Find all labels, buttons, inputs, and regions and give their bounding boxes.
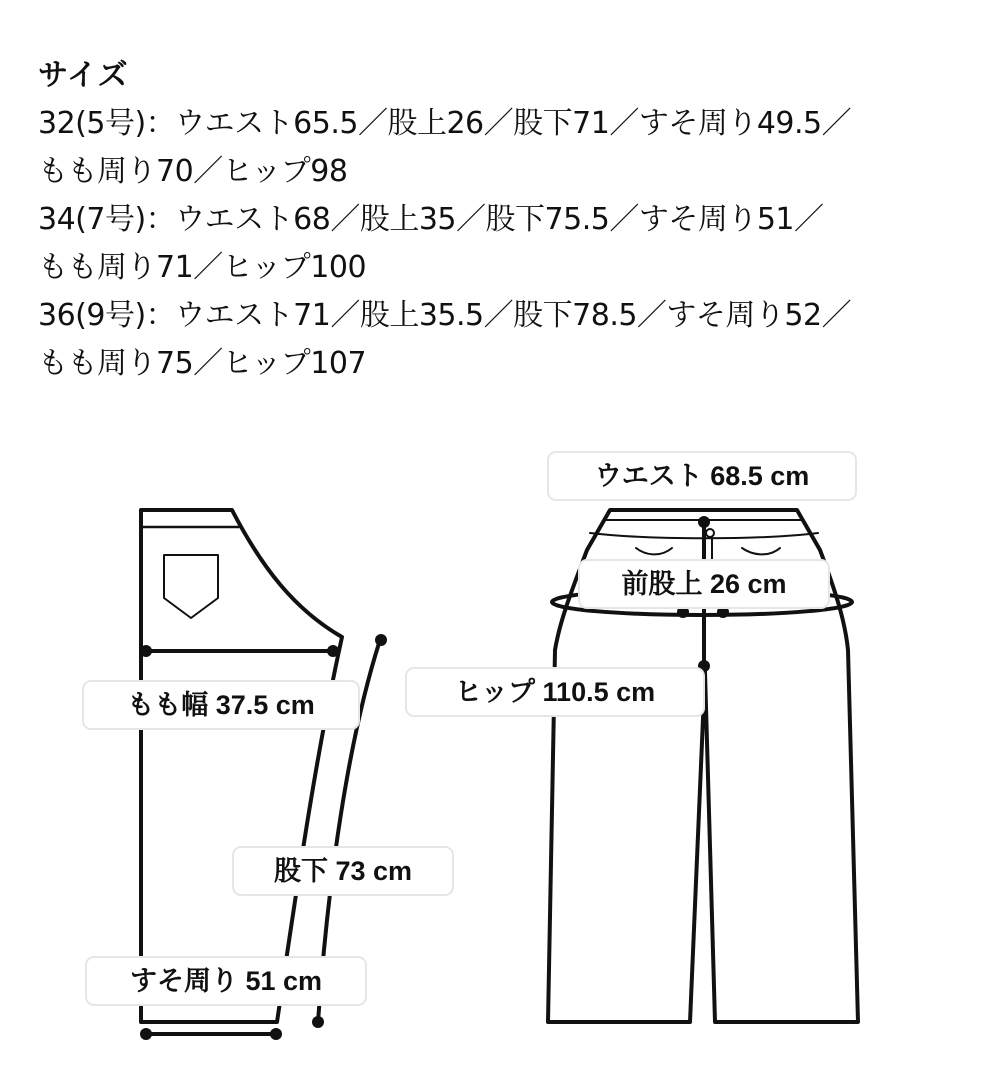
size-line-34-b: もも周り71／ヒップ100 (38, 250, 367, 285)
hem-label: すそ周り 51 cm (85, 956, 367, 1006)
thigh-width-label: もも幅 37.5 cm (82, 680, 360, 730)
inseam-top-dot (375, 634, 387, 646)
size-line-36-b: もも周り75／ヒップ107 (38, 346, 367, 381)
back-pocket-icon (164, 555, 218, 618)
inseam-label: 股下 73 cm (232, 846, 454, 896)
button-icon (706, 529, 714, 537)
inseam-bottom-dot (312, 1016, 324, 1028)
size-line-32-a: 32(5号)：ウエスト65.5／股上26／股下71／すそ周り49.5／ (38, 106, 852, 141)
size-line-34-a: 34(7号)：ウエスト68／股上35／股下75.5／すそ周り51／ (38, 202, 824, 237)
waist-label: ウエスト 68.5 cm (547, 451, 857, 501)
hip-label: ヒップ 110.5 cm (405, 667, 705, 717)
side-view-pants-outline (141, 510, 342, 1022)
size-line-32-b: もも周り70／ヒップ98 (38, 154, 348, 189)
front-rise-label: 前股上 26 cm (578, 559, 830, 609)
size-heading: サイズ (38, 58, 129, 93)
size-line-36-a: 36(9号)：ウエスト71／股上35.5／股下78.5／すそ周り52／ (38, 298, 852, 333)
